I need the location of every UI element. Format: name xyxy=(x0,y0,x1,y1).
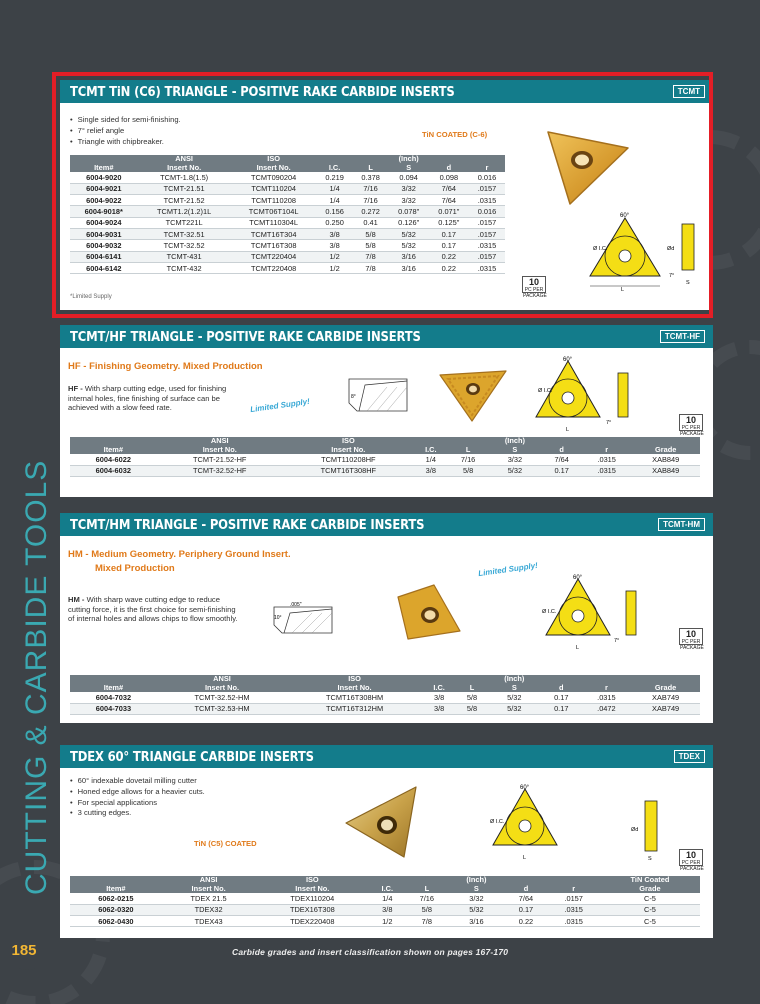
table-cell: TCMT-431 xyxy=(138,251,231,262)
sidebar-title: CUTTING & CARBIDE TOOLS xyxy=(20,459,53,895)
table-row xyxy=(70,217,505,228)
diagram-angle-label: 8° xyxy=(351,394,356,400)
column-header: (Inch) S xyxy=(448,876,504,893)
table-cell: 0.071" xyxy=(429,206,469,217)
table-cell: 1/2 xyxy=(369,916,405,927)
item-number-cell: 6062-0430 xyxy=(70,916,162,927)
table-cell: 0.17 xyxy=(541,703,582,714)
table-cell: TDEX220408 xyxy=(255,916,369,927)
diagram-relief-label: 7° xyxy=(669,273,675,279)
table-cell: 0.098 xyxy=(429,172,469,183)
geometry-description xyxy=(68,595,243,624)
table-cell: 7/64 xyxy=(429,183,469,194)
edge-profile-diagram xyxy=(272,599,334,635)
column-header: I.C. xyxy=(317,155,353,172)
limited-supply-label: Limited Supply! xyxy=(477,560,539,579)
insert-dimension-diagram xyxy=(528,355,643,435)
table-cell: 7/64 xyxy=(505,893,548,904)
feature-list xyxy=(70,115,181,147)
table-row xyxy=(70,703,700,714)
section-tag: TCMT-HM xyxy=(658,518,705,531)
table-cell: 0.17 xyxy=(541,465,581,476)
column-header: Item# xyxy=(70,675,157,692)
table-cell: TCMT-1.8(1.5) xyxy=(138,172,231,183)
table-cell: 7/16 xyxy=(405,893,448,904)
table-row xyxy=(70,228,505,239)
package-badge xyxy=(679,628,704,651)
item-number-cell: 6004-6022 xyxy=(70,454,157,465)
column-header: L xyxy=(405,876,448,893)
table-cell: .0315 xyxy=(547,916,599,927)
feature-item: • Triangle with chipbreaker. xyxy=(70,137,181,148)
page-number: 185 xyxy=(0,932,48,968)
table-cell: 5/32 xyxy=(389,240,429,251)
diagram-ic-label: Ø I.C. xyxy=(538,388,553,394)
table-cell: .0315 xyxy=(547,904,599,915)
item-number-cell: 6004-6032 xyxy=(70,465,157,476)
table-cell: 3/32 xyxy=(448,893,504,904)
diagram-l-label: L xyxy=(523,855,527,861)
table-cell: .0157 xyxy=(547,893,599,904)
table-cell: 0.016 xyxy=(469,206,505,217)
column-header: ANSI Insert No. xyxy=(157,437,283,454)
column-header: (Inch) S xyxy=(389,155,429,172)
column-header: d xyxy=(541,437,581,454)
insert-dimension-diagram xyxy=(538,573,648,653)
table-cell: 3/16 xyxy=(448,916,504,927)
table-cell: 5/8 xyxy=(405,904,448,915)
table-cell: 5/32 xyxy=(488,465,541,476)
diagram-ic-label: Ø I.C. xyxy=(593,246,608,252)
table-cell: TCMT110204 xyxy=(231,183,317,194)
desc-text: With sharp wave cutting edge to reduce cutting force, it is the first choice for semi-finishing of internal holes and allows chips to flow smoothly. xyxy=(68,595,238,624)
item-number-cell: 6004-9018* xyxy=(70,206,138,217)
table-cell: .0157 xyxy=(469,217,505,228)
diagram-l-label: L xyxy=(576,645,580,651)
table-cell: XAB849 xyxy=(631,465,700,476)
section-title: TDEX 60° TRIANGLE CARBIDE INSERTS xyxy=(70,748,314,765)
column-header: Item# xyxy=(70,437,157,454)
table-cell: TCMT090204 xyxy=(231,172,317,183)
table-cell: 7/64 xyxy=(541,454,581,465)
section-title: TCMT/HF TRIANGLE - POSITIVE RAKE CARBIDE INSERTS xyxy=(70,328,421,345)
column-header: ANSI Insert No. xyxy=(157,675,287,692)
table-row xyxy=(70,465,700,476)
diagram-angle-label: 60° xyxy=(563,357,573,363)
item-number-cell: 6004-9024 xyxy=(70,217,138,228)
table-cell: TCMT16T308HF xyxy=(283,465,414,476)
table-cell: TCMT16T312HM xyxy=(287,703,422,714)
table-cell: 7/8 xyxy=(353,251,389,262)
item-number-cell: 6004-6141 xyxy=(70,251,138,262)
column-header: TiN Coated Grade xyxy=(600,876,700,893)
item-number-cell: 6004-7033 xyxy=(70,703,157,714)
table-row xyxy=(70,251,505,262)
table-cell: 3/16 xyxy=(389,251,429,262)
table-cell: 5/32 xyxy=(488,703,541,714)
table-cell: TCMT-32.51 xyxy=(138,228,231,239)
diagram-d-label: Ød xyxy=(631,827,639,833)
table-cell: 7/8 xyxy=(405,916,448,927)
table-row xyxy=(70,916,700,927)
column-header: Grade xyxy=(631,437,700,454)
section-header xyxy=(60,325,713,348)
geometry-description xyxy=(68,384,238,413)
table-cell: 7/16 xyxy=(353,195,389,206)
column-header: d xyxy=(429,155,469,172)
geometry-heading-line1: HM - Medium Geometry. Periphery Ground Insert. xyxy=(68,549,291,560)
section-title: TCMT TiN (C6) TRIANGLE - POSITIVE RAKE CARBIDE INSERTS xyxy=(70,83,455,100)
column-header: I.C. xyxy=(414,437,448,454)
feature-item: • 3 cutting edges. xyxy=(70,808,205,819)
diagram-relief-label: 7° xyxy=(606,420,612,426)
coating-label: TiN COATED (C-6) xyxy=(422,130,488,139)
table-row xyxy=(70,692,700,703)
table-cell: 3/8 xyxy=(369,904,405,915)
package-badge xyxy=(679,414,704,437)
table-cell: 0.22 xyxy=(505,916,548,927)
column-header: (Inch) S xyxy=(488,675,541,692)
diagram-angle-label: 60° xyxy=(520,785,530,791)
geometry-heading xyxy=(68,548,291,576)
table-cell: TCMT221L xyxy=(138,217,231,228)
table-cell: .0315 xyxy=(582,454,632,465)
table-body xyxy=(70,454,700,477)
column-header: L xyxy=(456,675,488,692)
table-cell: 3/8 xyxy=(422,692,456,703)
table-row xyxy=(70,172,505,183)
table-cell: .0315 xyxy=(582,465,632,476)
table-cell: 1/4 xyxy=(317,195,353,206)
section-header xyxy=(60,80,713,103)
column-header: Grade xyxy=(631,675,700,692)
column-header: ISO Insert No. xyxy=(231,155,317,172)
spec-table xyxy=(70,876,700,927)
table-row xyxy=(70,454,700,465)
column-header: I.C. xyxy=(422,675,456,692)
feature-list xyxy=(70,776,205,819)
table-cell: TCMT-32.53-HM xyxy=(157,703,287,714)
table-cell: 1/4 xyxy=(414,454,448,465)
table-cell: TCMT110304L xyxy=(231,217,317,228)
table-cell: 0.22 xyxy=(429,262,469,273)
table-cell: 0.17 xyxy=(505,904,548,915)
package-badge xyxy=(679,849,704,872)
table-cell: .0315 xyxy=(469,262,505,273)
item-number-cell: 6062-0215 xyxy=(70,893,162,904)
column-header: ANSI Insert No. xyxy=(162,876,256,893)
table-header-row xyxy=(70,675,700,692)
table-cell: TCMT110208HF xyxy=(283,454,414,465)
table-cell: TDEX43 xyxy=(162,916,256,927)
table-cell: TDEX16T308 xyxy=(255,904,369,915)
table-cell: 1/2 xyxy=(317,262,353,273)
column-header: ANSI Insert No. xyxy=(138,155,231,172)
table-cell: 0.22 xyxy=(429,251,469,262)
table-cell: 0.272 xyxy=(353,206,389,217)
edge-profile-diagram xyxy=(347,375,409,413)
package-label: PC PER PACKAGE xyxy=(680,639,704,651)
table-row xyxy=(70,262,505,273)
table-cell: TCMT-21.51 xyxy=(138,183,231,194)
diagram-ic-label: Ø I.C. xyxy=(490,819,505,825)
table-cell: 7/16 xyxy=(448,454,488,465)
item-number-cell: 6004-9031 xyxy=(70,228,138,239)
spec-table xyxy=(70,675,700,715)
table-cell: TDEX110204 xyxy=(255,893,369,904)
diagram-angle-label: 60° xyxy=(573,575,583,581)
table-cell: 0.17 xyxy=(429,228,469,239)
table-cell: 7/64 xyxy=(429,195,469,206)
table-cell: TCMT-21.52-HF xyxy=(157,454,283,465)
diagram-d-label: Ød xyxy=(667,246,675,252)
table-cell: TDEX 21.5 xyxy=(162,893,256,904)
table-cell: 5/8 xyxy=(353,240,389,251)
diagram-l-label: L xyxy=(621,287,625,293)
coating-label: TiN (C5) COATED xyxy=(194,839,257,848)
diagram-edge-label: .005" xyxy=(290,602,302,608)
insert-photo xyxy=(436,367,516,423)
table-cell: 5/32 xyxy=(448,904,504,915)
section-header xyxy=(60,745,713,768)
table-cell: 0.126" xyxy=(389,217,429,228)
package-badge xyxy=(522,276,547,299)
table-cell: 0.094 xyxy=(389,172,429,183)
spec-table xyxy=(70,155,505,274)
table-cell: .0157 xyxy=(469,251,505,262)
feature-item: • For special applications xyxy=(70,798,205,809)
table-row xyxy=(70,240,505,251)
table-header-row xyxy=(70,876,700,893)
column-header: ISO Insert No. xyxy=(283,437,414,454)
diagram-s-label: S xyxy=(686,280,690,286)
column-header: r xyxy=(582,675,632,692)
geometry-heading-line2: Mixed Production xyxy=(95,563,175,574)
table-cell: TCMT220408 xyxy=(231,262,317,273)
diagram-relief-label: 7° xyxy=(614,638,620,644)
table-body xyxy=(70,893,700,927)
item-number-cell: 6062-0320 xyxy=(70,904,162,915)
table-cell: XAB849 xyxy=(631,454,700,465)
limited-supply-label: Limited Supply! xyxy=(249,396,311,415)
table-cell: TCMT16T308HM xyxy=(287,692,422,703)
table-row xyxy=(70,904,700,915)
table-cell: .0157 xyxy=(469,183,505,194)
table-cell: C-5 xyxy=(600,916,700,927)
insert-dimension-diagram xyxy=(485,783,665,863)
column-header: L xyxy=(448,437,488,454)
insert-photo xyxy=(390,581,470,641)
package-label: PC PER PACKAGE xyxy=(523,287,547,299)
column-header: Item# xyxy=(70,876,162,893)
table-cell: 3/16 xyxy=(389,262,429,273)
diagram-ic-label: Ø I.C. xyxy=(542,609,557,615)
feature-item: • 7° relief angle xyxy=(70,126,181,137)
table-cell: 0.219 xyxy=(317,172,353,183)
table-cell: TCMT16T308 xyxy=(231,240,317,251)
column-header: L xyxy=(353,155,389,172)
table-cell: TCMT06T104L xyxy=(231,206,317,217)
column-header: Item# xyxy=(70,155,138,172)
diagram-l-label: L xyxy=(566,427,570,433)
table-cell: 0.156 xyxy=(317,206,353,217)
section-tcmt-tin xyxy=(60,80,713,310)
column-header: ISO Insert No. xyxy=(287,675,422,692)
table-cell: 3/8 xyxy=(422,703,456,714)
table-cell: 0.016 xyxy=(469,172,505,183)
table-cell: TDEX32 xyxy=(162,904,256,915)
table-cell: 0.125" xyxy=(429,217,469,228)
column-header: d xyxy=(505,876,548,893)
table-cell: 3/32 xyxy=(389,183,429,194)
feature-item: • 60° indexable dovetail milling cutter xyxy=(70,776,205,787)
package-qty: 10 xyxy=(685,629,696,639)
item-number-cell: 6004-7032 xyxy=(70,692,157,703)
table-cell: TCMT1.2(1.2)1L xyxy=(138,206,231,217)
package-qty: 10 xyxy=(685,850,696,860)
table-cell: 5/8 xyxy=(456,703,488,714)
package-label: PC PER PACKAGE xyxy=(680,425,704,437)
insert-dimension-diagram xyxy=(585,210,710,300)
item-number-cell: 6004-9022 xyxy=(70,195,138,206)
table-cell: TCMT16T304 xyxy=(231,228,317,239)
table-cell: 0.250 xyxy=(317,217,353,228)
table-cell: 7/8 xyxy=(353,262,389,273)
item-number-cell: 6004-9032 xyxy=(70,240,138,251)
table-cell: .0315 xyxy=(469,240,505,251)
table-cell: TCMT-32.52-HF xyxy=(157,465,283,476)
table-cell: 0.17 xyxy=(541,692,582,703)
table-cell: 0.378 xyxy=(353,172,389,183)
table-header-row xyxy=(70,155,505,172)
insert-photo xyxy=(342,783,422,859)
table-cell: TCMT-432 xyxy=(138,262,231,273)
footer-note: Carbide grades and insert classification shown on pages 167-170 xyxy=(232,947,509,957)
table-cell: 5/8 xyxy=(448,465,488,476)
item-number-cell: 6004-9021 xyxy=(70,183,138,194)
section-tag: TCMT xyxy=(673,85,705,98)
table-cell: TCMT-32.52 xyxy=(138,240,231,251)
table-cell: 5/8 xyxy=(456,692,488,703)
column-header: I.C. xyxy=(369,876,405,893)
desc-lead: HM - xyxy=(68,595,87,604)
section-tdex xyxy=(60,745,713,938)
insert-photo xyxy=(540,122,632,208)
diagram-edge-angle-label: 10° xyxy=(274,615,282,621)
table-cell: .0315 xyxy=(469,195,505,206)
package-label: PC PER PACKAGE xyxy=(680,860,704,872)
section-tcmt-hm xyxy=(60,513,713,723)
table-cell: 3/32 xyxy=(488,454,541,465)
package-qty: 10 xyxy=(528,277,539,287)
table-cell: .0315 xyxy=(582,692,632,703)
feature-item: • Single sided for semi-finishing. xyxy=(70,115,181,126)
table-cell: 1/2 xyxy=(317,251,353,262)
section-title: TCMT/HM TRIANGLE - POSITIVE RAKE CARBIDE INSERTS xyxy=(70,516,425,533)
table-cell: 5/8 xyxy=(353,228,389,239)
column-header: r xyxy=(582,437,632,454)
table-cell: 0.41 xyxy=(353,217,389,228)
table-cell: XAB749 xyxy=(631,692,700,703)
section-tag: TCMT-HF xyxy=(660,330,705,343)
item-number-cell: 6004-9020 xyxy=(70,172,138,183)
geometry-heading: HF - Finishing Geometry. Mixed Production xyxy=(68,361,263,372)
limited-supply-note: *Limited Supply xyxy=(70,294,112,300)
table-cell: C-5 xyxy=(600,893,700,904)
desc-lead: HF - xyxy=(68,384,85,393)
table-cell: TCMT-21.52 xyxy=(138,195,231,206)
table-cell: 5/32 xyxy=(488,692,541,703)
table-cell: 3/32 xyxy=(389,195,429,206)
table-row xyxy=(70,183,505,194)
section-header xyxy=(60,513,713,536)
feature-item: • Honed edge allows for a heavier cuts. xyxy=(70,787,205,798)
table-row xyxy=(70,206,505,217)
package-qty: 10 xyxy=(685,415,696,425)
table-cell: TCMT-32.52-HM xyxy=(157,692,287,703)
desc-text: With sharp cutting edge, used for finishing internal holes, fine finishing of surface can be achieved with a slow feed rate. xyxy=(68,384,227,413)
column-header: ISO Insert No. xyxy=(255,876,369,893)
table-cell: 7/16 xyxy=(353,183,389,194)
table-cell: 0.17 xyxy=(429,240,469,251)
table-cell: 0.078" xyxy=(389,206,429,217)
table-header-row xyxy=(70,437,700,454)
table-cell: XAB749 xyxy=(631,703,700,714)
sidebar xyxy=(0,455,58,895)
table-cell: 5/32 xyxy=(389,228,429,239)
table-cell: TCMT220404 xyxy=(231,251,317,262)
column-header: r xyxy=(547,876,599,893)
table-row xyxy=(70,195,505,206)
column-header: (Inch) S xyxy=(488,437,541,454)
column-header: r xyxy=(469,155,505,172)
table-cell: TCMT110208 xyxy=(231,195,317,206)
spec-table xyxy=(70,437,700,477)
table-row xyxy=(70,893,700,904)
column-header: d xyxy=(541,675,582,692)
table-cell: 3/8 xyxy=(317,228,353,239)
diagram-angle-label: 60° xyxy=(620,213,630,219)
table-cell: 3/8 xyxy=(414,465,448,476)
table-cell: 3/8 xyxy=(317,240,353,251)
table-cell: .0472 xyxy=(582,703,632,714)
section-tag: TDEX xyxy=(674,750,705,763)
section-tcmt-hf xyxy=(60,325,713,497)
table-cell: .0157 xyxy=(469,228,505,239)
table-cell: 1/4 xyxy=(317,183,353,194)
diagram-s-label: S xyxy=(648,856,652,862)
table-body xyxy=(70,172,505,274)
table-cell: C-5 xyxy=(600,904,700,915)
table-cell: 1/4 xyxy=(369,893,405,904)
table-body xyxy=(70,692,700,715)
item-number-cell: 6004-6142 xyxy=(70,262,138,273)
